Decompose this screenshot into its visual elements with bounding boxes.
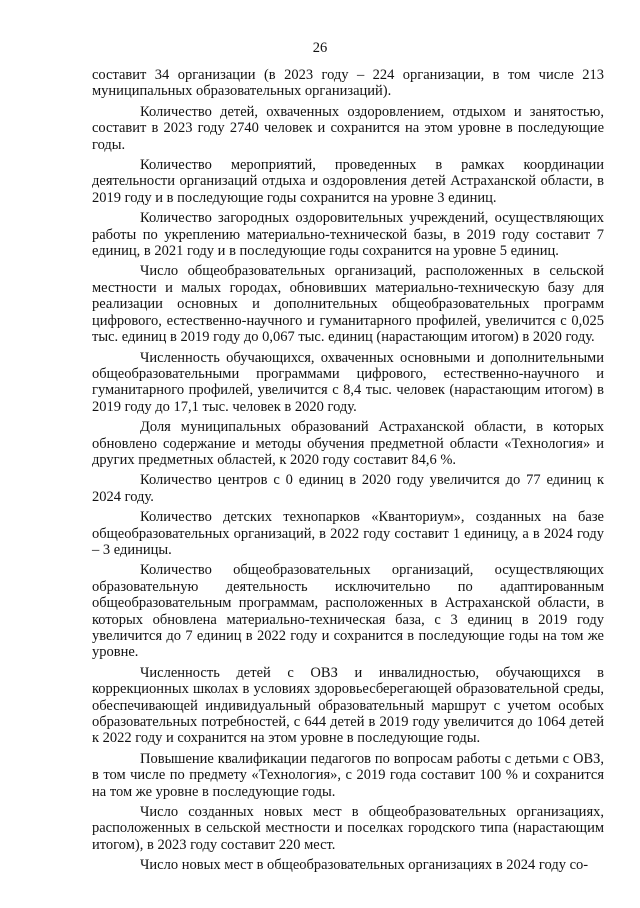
paragraph: Количество загородных оздоровительных учреждений, осуществляющих работы по укреплению материально-технической базы, в 2019 году составит 7 единиц, в 2021 году и в последующие годы сохранится на уровне 5 единиц. — [92, 210, 604, 260]
paragraph: Число созданных новых мест в общеобразовательных организациях, расположенных в сельской местности и поселках городского типа (нарастающим итогом), в 2023 году составит 220 мест. — [92, 804, 604, 853]
paragraph: Количество общеобразовательных организаций, осуществляющих образовательную деятельность исключительно по адаптированным общеобразовательным программам, расположенных в Астраханской области, в которых обновлена материально-техническая база, с 3 единиц в 2019 году увеличится до 7 единиц в 2022 году и сохранится в последующие годы на том же уровне. — [92, 562, 604, 661]
paragraph: Число новых мест в общеобразовательных организациях в 2024 году со- — [140, 857, 589, 874]
paragraph: Число общеобразовательных организаций, расположенных в сельской местности и малых городах, обновивших материально-техническую базу для реализации основных и дополнительных общеобразовательных программ цифрового, естественно-научного и гуманитарного профилей, увеличится с 0,025 тыс. единиц в 2019 году до 0,067 тыс. единиц (нарастающим итогом) в 2020 году. — [92, 263, 604, 346]
paragraph: Количество детей, охваченных оздоровлением, отдыхом и занятостью, составит в 2023 году 2740 человек и сохранится на этом уровне в последующие годы. — [92, 103, 604, 153]
paragraph: Количество мероприятий, проведенных в рамках координации деятельности организаций отдыха и оздоровления детей Астраханской области, в 2019 году и в последующие годы сохранится на уровне 3 единиц. — [92, 157, 604, 206]
body-text — [92, 67, 604, 878]
page-number: 26 — [312, 40, 328, 56]
paragraph: Количество детских технопарков «Кванториум», созданных на базе общеобразовательных организаций, в 2022 году составит 1 единицу, а в 2024 году – 3 единицы. — [92, 509, 604, 558]
paragraph: составит 34 организации (в 2023 году – 224 организации, в том числе 213 муниципальных образовательных организаций). — [92, 67, 604, 100]
paragraph: Доля муниципальных образований Астраханской области, в которых обновлено содержание и методы обучения предметной области «Технология» и других предметных областей, к 2020 году составит 84,6 %. — [92, 419, 604, 468]
paragraph: Повышение квалификации педагогов по вопросам работы с детьми с ОВЗ, в том числе по предмету «Технология», с 2019 года составит 100 % и сохранится на том же уровне в последующие годы. — [92, 750, 604, 800]
paragraph: Численность обучающихся, охваченных основными и дополнительными общеобразовательными программами цифрового, естественно-научного и гуманитарного профилей, увеличится с 8,4 тыс. человек (нарастающим итогом) в 2019 году до 17,1 тыс. человек в 2020 году. — [92, 349, 604, 415]
paragraph: Количество центров с 0 единиц в 2020 году увеличится до 77 единиц к 2024 году. — [92, 472, 604, 505]
paragraph: Численность детей с ОВЗ и инвалидностью, обучающихся в коррекционных школах в условиях здоровьесберегающей образовательной среды, обеспечивающей индивидуальный образовательный маршрут с учетом особых образовательных потребностей, с 644 детей в 2019 году увеличится до 1064 детей к 2022 году и сохранится на этом уровне в последующие годы. — [92, 664, 604, 747]
